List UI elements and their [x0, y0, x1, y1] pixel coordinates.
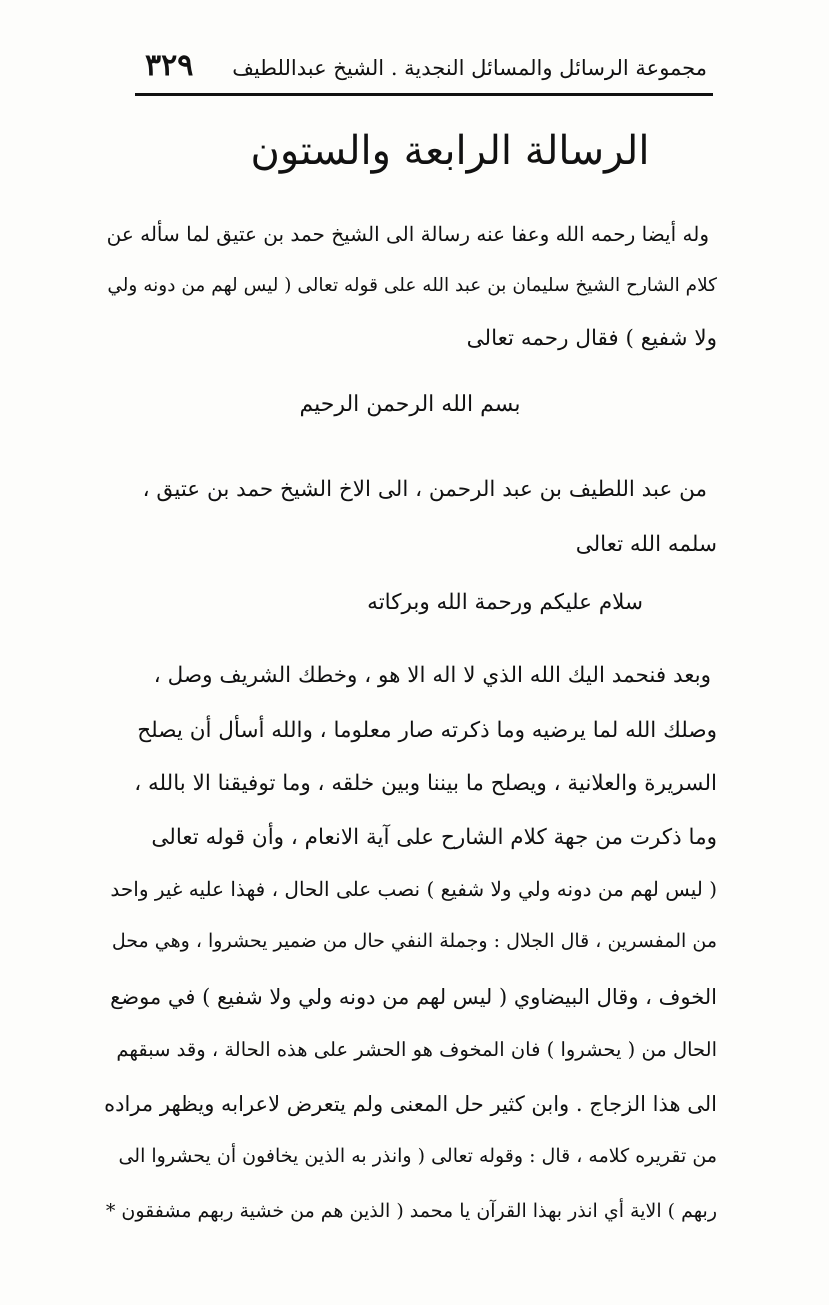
intro-line: ولا شفيع ) فقال رحمه تعالى: [466, 326, 717, 351]
body-line: الى هذا الزجاج . وابن كثير حل المعنى ولم يتعرض لاعرابه ويظهر مراده: [104, 1092, 717, 1116]
body-line: من المفسرين ، قال الجلال : وجملة النفي حال من ضمير يحشروا ، وهي محل: [111, 930, 717, 952]
intro-line: وله أيضا رحمه الله وعفا عنه رسالة الى الشيخ حمد بن عتيق لما سأله عن: [106, 222, 709, 246]
body-line: وصلك الله لما يرضيه وما ذكرته صار معلوما ، والله أسأل أن يصلح: [137, 718, 717, 743]
intro-line: كلام الشارح الشيخ سليمان بن عبد الله على قوله تعالى ( ليس لهم من دونه ولي: [107, 275, 717, 296]
body-line: ربهم ) الاية أي انذر بهذا القرآن يا محمد ( الذين هم من خشية ربهم مشفقون *: [105, 1200, 717, 1222]
epistle-title: الرسالة الرابعة والستون: [250, 128, 650, 174]
address-line: سلمه الله تعالى: [575, 532, 717, 557]
body-line: ( ليس لهم من دونه ولي ولا شفيع ) نصب على الحال ، فهذا عليه غير واحد: [110, 877, 717, 901]
body-line: الخوف ، وقال البيضاوي ( ليس لهم من دونه ولي ولا شفيع ) في موضع: [110, 985, 717, 1009]
running-header-title: مجموعة الرسائل والمسائل النجدية . الشيخ عبداللطيف: [232, 56, 707, 80]
body-line: الحال من ( يحشروا ) فان المخوف هو الحشر على هذه الحالة ، وقد سبقهم: [116, 1038, 717, 1061]
body-line: السريرة والعلانية ، ويصلح ما بيننا وبين خلقه ، وما توفيقنا الا بالله ،: [134, 771, 717, 796]
body-line: وبعد فنحمد اليك الله الذي لا اله الا هو ، وخطك الشريف وصل ،: [153, 663, 711, 688]
address-line: من عبد اللطيف بن عبد الرحمن ، الى الاخ الشيخ حمد بن عتيق ،: [142, 477, 707, 502]
body-line: من تقريره كلامه ، قال : وقوله تعالى ( وانذر به الذين يخافون أن يحشروا الى: [118, 1145, 717, 1167]
running-header: [135, 48, 707, 90]
greeting: سلام عليكم ورحمة الله وبركاته: [367, 590, 643, 615]
page-number: ٣٢٩: [145, 48, 194, 83]
header-divider: [135, 93, 713, 96]
body-line: وما ذكرت من جهة كلام الشارح على آية الانعام ، وأن قوله تعالى: [151, 825, 717, 850]
basmala: بسم الله الرحمن الرحيم: [299, 392, 521, 417]
